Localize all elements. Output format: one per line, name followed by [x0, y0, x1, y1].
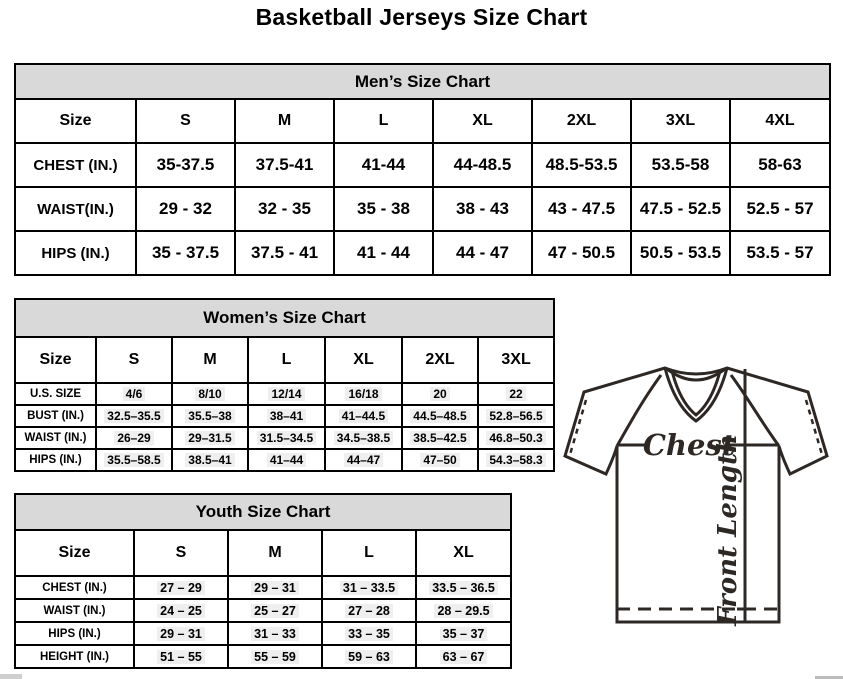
cell	[325, 427, 402, 449]
cell: 44 - 47	[433, 231, 532, 275]
cell	[248, 427, 325, 449]
cell	[478, 427, 554, 449]
womens-size-col: 3XL	[478, 337, 554, 383]
cell	[172, 383, 248, 405]
cell: 47 - 50.5	[532, 231, 631, 275]
youth-size-col: M	[228, 530, 322, 576]
cell	[248, 405, 325, 427]
womens-size-col: XL	[325, 337, 402, 383]
cell: 52.5 - 57	[730, 187, 830, 231]
row-label: WAIST (IN.)	[15, 427, 96, 449]
mens-size-col: S	[136, 99, 235, 143]
womens-us-size-row	[15, 383, 554, 405]
youth-chart-title: Youth Size Chart	[15, 494, 511, 530]
cell-value: 55 – 59	[251, 650, 299, 664]
cell: 29 - 32	[136, 187, 235, 231]
mens-size-col: L	[334, 99, 433, 143]
cell-value: 35.5–38	[185, 409, 234, 423]
cell-value: 51 – 55	[157, 650, 205, 664]
front-length-label: Front Length	[713, 434, 743, 626]
womens-size-col: S	[96, 337, 172, 383]
cell-value: 20	[430, 387, 449, 401]
cell: 37.5 - 41	[235, 231, 334, 275]
cell	[228, 576, 322, 599]
cell	[402, 449, 478, 471]
cell	[322, 599, 416, 622]
cell	[96, 383, 172, 405]
row-label: CHEST (IN.)	[15, 576, 134, 599]
jersey-outline-icon	[562, 358, 830, 628]
cell	[134, 599, 228, 622]
mens-size-col: 3XL	[631, 99, 730, 143]
youth-waist-row	[15, 599, 511, 622]
cell-value: 47–50	[420, 453, 459, 467]
cell	[402, 427, 478, 449]
cell-value: 31 – 33.5	[340, 581, 398, 595]
cell	[228, 645, 322, 668]
cell-value: 54.3–58.3	[486, 453, 545, 467]
cell-value: 22	[506, 387, 525, 401]
jersey-measurement-diagram	[562, 358, 830, 628]
cell	[416, 622, 511, 645]
cell	[478, 383, 554, 405]
cell	[325, 449, 402, 471]
cell: 38 - 43	[433, 187, 532, 231]
mens-size-col: M	[235, 99, 334, 143]
mens-size-chart-table	[14, 63, 831, 276]
womens-corner-cell: Size	[15, 337, 96, 383]
cell-value: 63 – 67	[440, 650, 488, 664]
youth-size-header-row	[15, 530, 511, 576]
cell: 58-63	[730, 143, 830, 187]
cell: 50.5 - 53.5	[631, 231, 730, 275]
youth-corner-cell: Size	[15, 530, 134, 576]
row-label: BUST (IN.)	[15, 405, 96, 427]
cell	[172, 427, 248, 449]
cell	[228, 622, 322, 645]
cell	[172, 405, 248, 427]
womens-size-col: M	[172, 337, 248, 383]
row-label: U.S. SIZE	[15, 383, 96, 405]
cell-value: 31.5–34.5	[257, 431, 316, 445]
cell: 41 - 44	[334, 231, 433, 275]
cell: 35-37.5	[136, 143, 235, 187]
row-label: WAIST(IN.)	[15, 187, 136, 231]
mens-size-header-row	[15, 99, 830, 143]
cell-value: 27 – 28	[345, 604, 393, 618]
cell: 43 - 47.5	[532, 187, 631, 231]
cell	[96, 405, 172, 427]
cell-value: 8/10	[195, 387, 224, 401]
mens-size-col: 2XL	[532, 99, 631, 143]
cell-value: 35.5–58.5	[104, 453, 163, 467]
womens-bust-row	[15, 405, 554, 427]
mens-size-col: XL	[433, 99, 532, 143]
cell	[478, 405, 554, 427]
cell: 35 - 37.5	[136, 231, 235, 275]
womens-hips-row	[15, 449, 554, 471]
cell: 48.5-53.5	[532, 143, 631, 187]
womens-size-col: 2XL	[402, 337, 478, 383]
cell-value: 59 – 63	[345, 650, 393, 664]
cell-value: 24 – 25	[157, 604, 205, 618]
cell-value: 52.8–56.5	[486, 409, 545, 423]
womens-size-col: L	[248, 337, 325, 383]
womens-size-chart-table	[14, 298, 555, 472]
youth-size-col: L	[322, 530, 416, 576]
cell	[248, 449, 325, 471]
cell	[416, 599, 511, 622]
row-label: CHEST (IN.)	[15, 143, 136, 187]
cell-value: 38–41	[267, 409, 306, 423]
cell-value: 34.5–38.5	[334, 431, 393, 445]
mens-chart-title: Men’s Size Chart	[15, 64, 830, 99]
mens-chest-row	[15, 143, 830, 187]
cell	[322, 645, 416, 668]
row-label: HIPS (IN.)	[15, 231, 136, 275]
youth-hips-row	[15, 622, 511, 645]
cell	[325, 405, 402, 427]
cell-value: 29 – 31	[251, 581, 299, 595]
cell-value: 29–31.5	[185, 431, 234, 445]
cell-value: 16/18	[345, 387, 381, 401]
cell-value: 38.5–42.5	[410, 431, 469, 445]
cell	[478, 449, 554, 471]
cell	[228, 599, 322, 622]
cell-value: 31 – 33	[251, 627, 299, 641]
cell	[416, 645, 511, 668]
cell	[402, 405, 478, 427]
youth-height-row	[15, 645, 511, 668]
mens-corner-cell: Size	[15, 99, 136, 143]
row-label: HEIGHT (IN.)	[15, 645, 134, 668]
cell	[172, 449, 248, 471]
mens-size-col: 4XL	[730, 99, 830, 143]
cell-value: 41–44.5	[339, 409, 388, 423]
cell-value: 44.5–48.5	[410, 409, 469, 423]
womens-waist-row	[15, 427, 554, 449]
row-label: HIPS (IN.)	[15, 622, 134, 645]
mens-hips-row	[15, 231, 830, 275]
cell-value: 33 – 35	[345, 627, 393, 641]
cell	[96, 427, 172, 449]
cell	[134, 645, 228, 668]
cell	[325, 383, 402, 405]
cell: 47.5 - 52.5	[631, 187, 730, 231]
cell: 32 - 35	[235, 187, 334, 231]
cell-value: 44–47	[344, 453, 383, 467]
cell	[402, 383, 478, 405]
cell: 53.5 - 57	[730, 231, 830, 275]
row-label: HIPS (IN.)	[15, 449, 96, 471]
cell-value: 4/6	[123, 387, 146, 401]
cell-value: 25 – 27	[251, 604, 299, 618]
womens-size-header-row	[15, 337, 554, 383]
cell-value: 28 – 29.5	[434, 604, 492, 618]
cell-value: 32.5–35.5	[104, 409, 163, 423]
cell-value: 29 – 31	[157, 627, 205, 641]
cell	[134, 576, 228, 599]
cell: 44-48.5	[433, 143, 532, 187]
row-label: WAIST (IN.)	[15, 599, 134, 622]
youth-size-chart-table	[14, 493, 512, 669]
cell-value: 27 – 29	[157, 581, 205, 595]
cell-value: 12/14	[268, 387, 304, 401]
youth-chest-row	[15, 576, 511, 599]
cell	[416, 576, 511, 599]
scrollbar-fragment-left	[0, 674, 22, 679]
cell-value: 33.5 – 36.5	[429, 581, 498, 595]
youth-size-col: XL	[416, 530, 511, 576]
cell: 35 - 38	[334, 187, 433, 231]
cell	[322, 576, 416, 599]
cell: 53.5-58	[631, 143, 730, 187]
cell: 41-44	[334, 143, 433, 187]
cell: 37.5-41	[235, 143, 334, 187]
mens-waist-row	[15, 187, 830, 231]
page-title: Basketball Jerseys Size Chart	[255, 4, 588, 30]
cell-value: 41–44	[267, 453, 306, 467]
cell-value: 46.8–50.3	[486, 431, 545, 445]
cell	[96, 449, 172, 471]
cell	[248, 383, 325, 405]
cell	[322, 622, 416, 645]
chest-label: Chest	[642, 428, 736, 462]
cell-value: 35 – 37	[440, 627, 488, 641]
cell	[134, 622, 228, 645]
cell-value: 26–29	[114, 431, 153, 445]
womens-chart-title: Women’s Size Chart	[15, 299, 554, 337]
cell-value: 38.5–41	[185, 453, 234, 467]
youth-size-col: S	[134, 530, 228, 576]
